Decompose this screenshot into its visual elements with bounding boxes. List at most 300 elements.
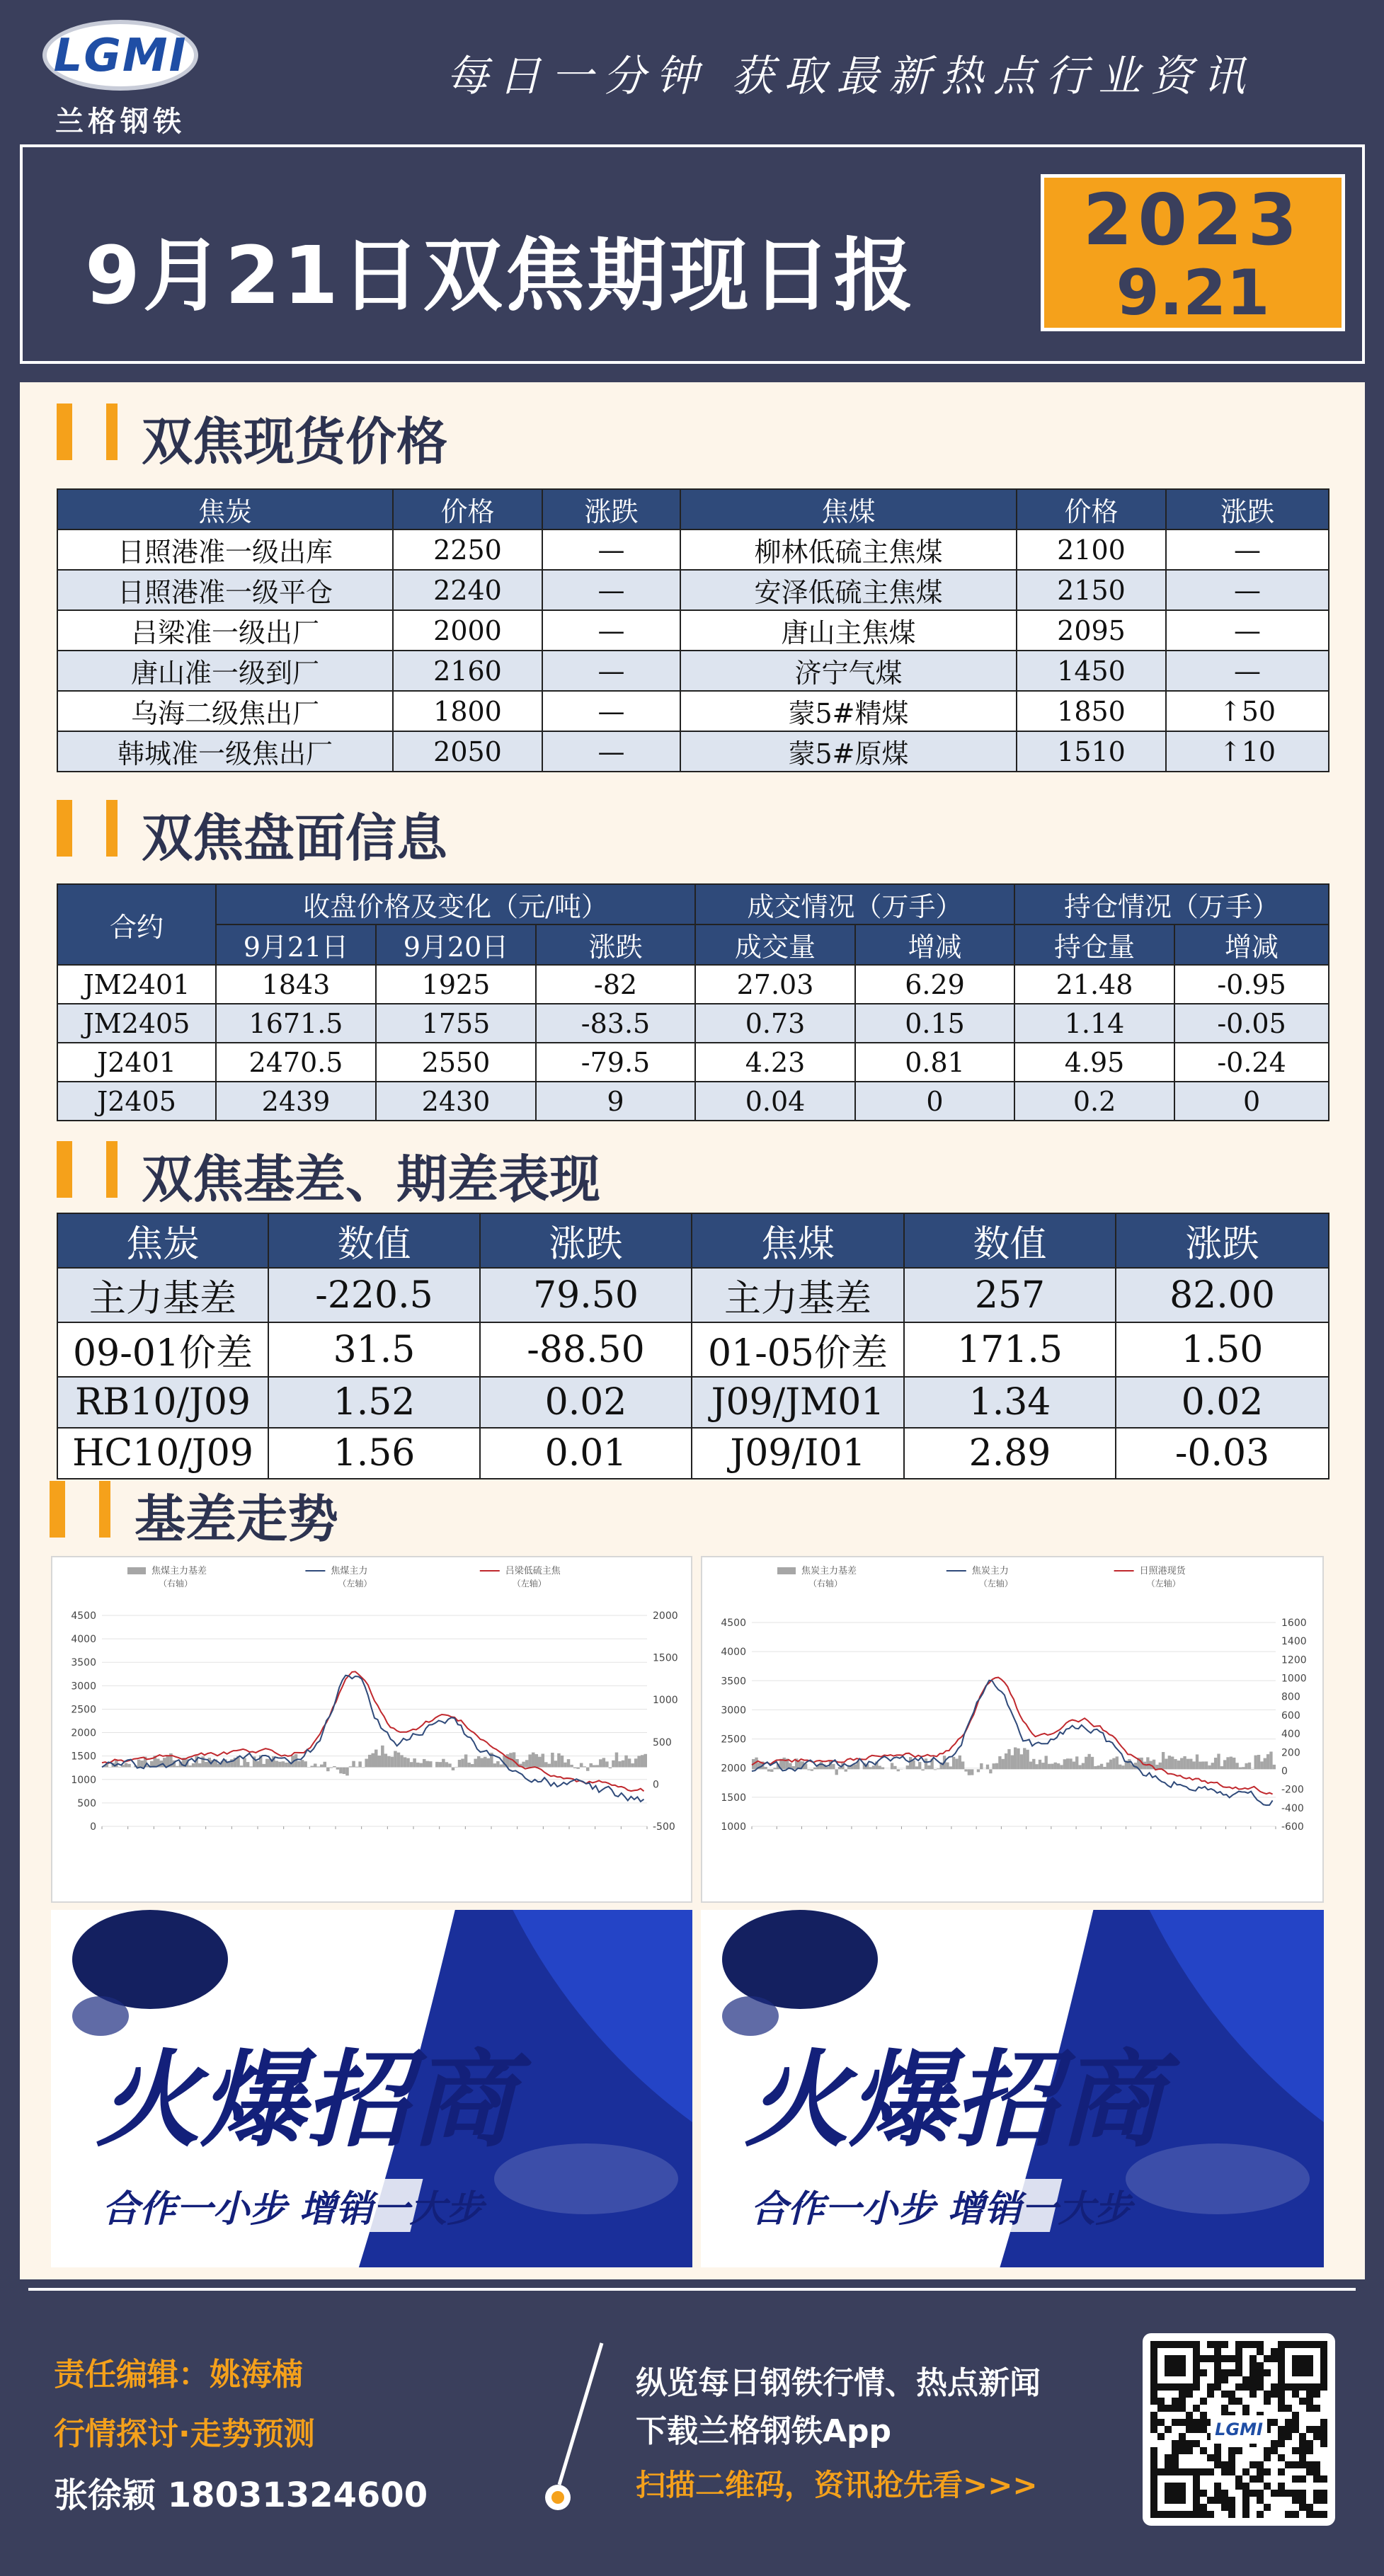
basis-bar [1066, 1758, 1069, 1769]
basis-bar [542, 1753, 545, 1767]
basis-bar [971, 1769, 973, 1775]
right-tick-label: 2000 [653, 1610, 678, 1622]
basis-bar [641, 1755, 644, 1767]
basis-bar [487, 1758, 491, 1768]
basis-bar [813, 1768, 816, 1770]
table-cell: RB10/J09 [57, 1377, 268, 1428]
basis-bar [596, 1765, 600, 1767]
promo-line-3: 扫描二维码，资讯抢先看>>> [636, 2468, 1038, 2502]
basis-bar [1162, 1752, 1165, 1769]
table-cell: — [542, 731, 680, 772]
basis-bar [406, 1758, 410, 1768]
basis-bar [343, 1768, 346, 1774]
table-cell: J09/JM01 [692, 1377, 904, 1428]
basis-bar [567, 1759, 571, 1767]
table-cell: 2240 [393, 570, 542, 610]
basis-bar [384, 1753, 388, 1767]
basis-bar [458, 1760, 462, 1768]
basis-bar [624, 1756, 628, 1768]
basis-bar [1217, 1753, 1220, 1769]
ad-streak [494, 2143, 678, 2214]
basis-bar [644, 1754, 647, 1768]
table-cell: -0.05 [1174, 1004, 1329, 1043]
basis-bar [371, 1753, 374, 1768]
right-tick-label: -200 [1281, 1784, 1304, 1796]
section-title-basis-trend: 基差走势 [135, 1489, 339, 1549]
basis-bar [628, 1758, 631, 1767]
left-tick-label: 4500 [721, 1618, 746, 1629]
table-cell: 2095 [1017, 610, 1166, 651]
basis-bar [1183, 1756, 1186, 1769]
basis-bar [320, 1765, 324, 1768]
basis-bar [413, 1758, 416, 1767]
basis-bar [419, 1763, 423, 1768]
basis-bar [127, 1764, 131, 1768]
basis-bar [368, 1755, 372, 1768]
basis-bar [480, 1758, 484, 1768]
table-cell: 0.73 [695, 1004, 855, 1043]
promo-line-1: 纵览每日钢铁行情、热点新闻 [636, 2365, 1041, 2401]
basis-bar [275, 1761, 279, 1767]
table-cell: 27.03 [695, 965, 855, 1004]
basis-bar [893, 1766, 896, 1770]
column-header: 价格 [1017, 489, 1166, 529]
table-row [57, 529, 1329, 570]
basis-bar [378, 1756, 382, 1768]
table-cell: 2470.5 [216, 1043, 376, 1082]
legend-label: 焦炭主力基差 [801, 1566, 857, 1576]
basis-bar [1014, 1747, 1017, 1769]
right-tick-label: -600 [1281, 1821, 1304, 1833]
section-marker [106, 1141, 118, 1198]
basis-bar [564, 1763, 567, 1768]
basis-bar [1085, 1757, 1087, 1770]
basis-bar [891, 1763, 893, 1769]
basis-bar [1211, 1763, 1214, 1769]
basis-bar [1266, 1754, 1269, 1769]
right-tick-label: 1000 [1281, 1673, 1307, 1685]
ad-headline: 火爆招商 [744, 2039, 1164, 2161]
table-cell: — [1166, 570, 1329, 610]
basis-bar [137, 1760, 141, 1768]
basis-bar [989, 1769, 992, 1773]
basis-bar [946, 1763, 949, 1770]
table-cell: — [542, 570, 680, 610]
basis-bar [493, 1763, 497, 1767]
basis-bar [538, 1757, 542, 1768]
basis-bar [1189, 1759, 1192, 1770]
basis-bar [387, 1756, 391, 1768]
basis-bar [1029, 1762, 1032, 1770]
right-tick-label: 600 [1281, 1710, 1300, 1722]
table-cell: — [1166, 610, 1329, 651]
table-cell: 蒙5#精煤 [680, 691, 1017, 731]
basis-bar [1248, 1763, 1251, 1770]
table-cell: 2050 [393, 731, 542, 772]
basis-bar [1100, 1764, 1103, 1770]
basis-bar [637, 1756, 641, 1767]
futures-price-line [102, 1676, 644, 1802]
logo-cn-text: 兰格钢铁 [55, 105, 185, 138]
table-cell: J2405 [57, 1082, 216, 1121]
basis-bar [952, 1757, 955, 1769]
basis-bar [1230, 1757, 1233, 1770]
section-marker [57, 800, 72, 857]
basis-bar [589, 1763, 593, 1768]
table-row [57, 1322, 1329, 1377]
basis-bar [198, 1763, 202, 1768]
table-cell: 0.02 [480, 1377, 692, 1428]
basis-bar [1269, 1751, 1272, 1769]
table-cell: 09-01价差 [57, 1322, 268, 1377]
table-cell: 2430 [376, 1082, 536, 1121]
table-cell: 吕梁准一级出厂 [57, 610, 393, 651]
basis-bar [1121, 1765, 1124, 1769]
table-cell: 主力基差 [692, 1268, 904, 1322]
table-cell: 2.89 [904, 1428, 1116, 1479]
basis-bar [580, 1763, 583, 1768]
basis-bar [525, 1760, 529, 1767]
chart2-svg [702, 1557, 1322, 1901]
section-marker [106, 800, 118, 857]
table-cell: 1671.5 [216, 1004, 376, 1043]
ad-headline: 火爆招商 [96, 2039, 515, 2161]
basis-bar [278, 1762, 282, 1768]
right-tick-label: 0 [653, 1779, 659, 1791]
table-row [57, 691, 1329, 731]
basis-bar [1063, 1759, 1066, 1769]
basis-bar [1023, 1748, 1026, 1769]
column-header: 涨跌 [542, 489, 680, 529]
left-tick-label: 2500 [71, 1704, 96, 1716]
right-tick-label: -500 [653, 1821, 675, 1833]
left-tick-label: 2000 [721, 1763, 746, 1775]
basis-bar [474, 1759, 477, 1768]
basis-bar [461, 1758, 464, 1767]
table-cell: 济宁气煤 [680, 651, 1017, 691]
table-cell: 1510 [1017, 731, 1166, 772]
basis-bar [599, 1759, 602, 1767]
column-header: 涨跌 [480, 1213, 692, 1268]
column-subheader: 9月20日 [376, 925, 536, 965]
date-year: 2023 [1082, 178, 1303, 261]
table-cell: JM2401 [57, 965, 216, 1004]
left-tick-label: 0 [90, 1821, 96, 1833]
table-cell: 2160 [393, 651, 542, 691]
basis-bar [246, 1762, 250, 1767]
basis-bar [602, 1758, 606, 1767]
table-row [57, 1377, 1329, 1428]
qr-logo-text: LGMI [1215, 2420, 1263, 2439]
basis-bar [1060, 1765, 1063, 1769]
table-row [57, 731, 1329, 772]
basis-bar [1192, 1761, 1195, 1769]
column-subheader: 成交量 [695, 925, 855, 965]
table-cell: 1450 [1017, 651, 1166, 691]
basis-bar [995, 1763, 998, 1770]
basis-bar [634, 1758, 638, 1767]
right-tick-label: 1000 [653, 1695, 678, 1707]
basis-bar [1233, 1758, 1235, 1769]
table-row [57, 1082, 1329, 1121]
ad-ink-splash [72, 1996, 129, 2036]
basis-bar [576, 1768, 580, 1769]
basis-bar [477, 1756, 481, 1768]
lgmi-logo [35, 16, 212, 138]
basis-bar [391, 1757, 394, 1768]
table-cell: 1.34 [904, 1377, 1116, 1428]
basis-bar [339, 1768, 343, 1774]
basis-bar [1196, 1754, 1199, 1769]
basis-bar [435, 1762, 439, 1768]
column-header: 焦煤 [680, 489, 1017, 529]
legend-axis-note: （右轴） [808, 1579, 843, 1588]
table-cell: 0 [1174, 1082, 1329, 1121]
basis-bar [333, 1766, 336, 1768]
basis-bar [404, 1757, 407, 1767]
basis-bar [528, 1754, 532, 1767]
table-cell: 79.50 [480, 1268, 692, 1322]
left-tick-label: 3000 [721, 1705, 746, 1717]
table-cell: 0.81 [855, 1043, 1014, 1082]
logo-text: LGMI [53, 30, 188, 82]
basis-bar [416, 1763, 420, 1768]
spot-price-line [752, 1678, 1273, 1794]
table-cell: 2000 [393, 610, 542, 651]
basis-bar [316, 1766, 320, 1767]
table-cell: 0 [855, 1082, 1014, 1121]
column-header: 焦炭 [57, 489, 393, 529]
table-row [57, 1268, 1329, 1322]
basis-bar [872, 1765, 875, 1769]
table-cell: ↑50 [1166, 691, 1329, 731]
basis-bar [878, 1765, 881, 1769]
basis-bar [381, 1746, 384, 1768]
basis-bar [1208, 1765, 1211, 1770]
basis-bar [192, 1763, 195, 1768]
section-marker [57, 1141, 72, 1198]
basis-bar [1245, 1763, 1247, 1770]
right-tick-label: -400 [1281, 1802, 1304, 1814]
table-cell: 1.50 [1116, 1322, 1329, 1377]
legend-swatch [777, 1567, 796, 1574]
basis-bar [1226, 1757, 1229, 1769]
table-cell: ↑10 [1166, 731, 1329, 772]
basis-bar [1005, 1753, 1007, 1769]
table-cell: -0.24 [1174, 1043, 1329, 1082]
right-tick-label: 200 [1281, 1747, 1300, 1759]
spot-price-line [102, 1671, 644, 1791]
basis-bar [1041, 1763, 1044, 1769]
basis-bar [934, 1769, 937, 1770]
chart1-svg [52, 1557, 691, 1901]
basis-bar [612, 1761, 615, 1768]
basis-bar [400, 1755, 404, 1767]
ad-banner-right[interactable] [701, 1910, 1324, 2267]
section-marker [50, 1481, 65, 1538]
basis-bar [881, 1767, 884, 1769]
table-cell: — [1166, 651, 1329, 691]
table-cell: — [542, 610, 680, 651]
basis-bar [968, 1769, 971, 1775]
table-cell: 6.29 [855, 965, 1014, 1004]
basis-bar [256, 1761, 259, 1768]
basis-bar [773, 1768, 776, 1769]
contact-text: 张徐颖 18031324600 [54, 2475, 428, 2515]
section-title-futures-info: 双焦盘面信息 [142, 808, 448, 868]
column-header: 涨跌 [1166, 489, 1329, 529]
basis-bar [998, 1756, 1001, 1769]
col-volume: 成交情况（万手） [695, 884, 1014, 925]
basis-bar [586, 1768, 590, 1771]
legend-label: 焦煤主力基差 [151, 1566, 207, 1576]
basis-bar [442, 1759, 445, 1768]
table-cell: — [542, 651, 680, 691]
basis-bar [500, 1765, 503, 1768]
table-cell: HC10/J09 [57, 1428, 268, 1479]
basis-bar [986, 1765, 989, 1770]
basis-bar [1239, 1768, 1242, 1770]
legend-label: 焦炭主力 [971, 1566, 1009, 1576]
basis-bar [262, 1764, 265, 1768]
coking-coal-basis-chart [51, 1556, 692, 1903]
table-cell: 1800 [393, 691, 542, 731]
table-cell: 0.04 [695, 1082, 855, 1121]
basis-bar [1205, 1761, 1208, 1769]
basis-bar [310, 1766, 314, 1768]
basis-bar [845, 1769, 847, 1771]
left-tick-label: 500 [77, 1797, 96, 1809]
section-title-spot-prices: 双焦现货价格 [142, 412, 448, 471]
basis-bar [454, 1767, 458, 1768]
coke-basis-chart [701, 1556, 1324, 1903]
ad-ink-splash [72, 1910, 228, 2009]
basis-bar [397, 1753, 401, 1768]
basis-bar [961, 1761, 964, 1769]
date-day: 9.21 [1116, 256, 1270, 329]
right-tick-label: 1500 [653, 1652, 678, 1664]
table-cell: 4.23 [695, 1043, 855, 1082]
basis-bar [1119, 1765, 1121, 1770]
column-header: 数值 [904, 1213, 1116, 1268]
basis-bar [297, 1761, 301, 1768]
table-cell: -83.5 [536, 1004, 695, 1043]
legend-axis-note: （左轴） [338, 1579, 372, 1588]
basis-bar [1051, 1764, 1053, 1770]
basis-bar [336, 1768, 340, 1770]
table-cell: 1843 [216, 965, 376, 1004]
legend-axis-note: （左轴） [512, 1579, 547, 1588]
basis-bar [557, 1753, 561, 1768]
table-cell: 1.52 [268, 1377, 480, 1428]
qr-code[interactable] [1143, 2333, 1335, 2526]
column-header: 数值 [268, 1213, 480, 1268]
table-cell: 韩城准一级焦出厂 [57, 731, 393, 772]
left-tick-label: 4000 [721, 1647, 746, 1659]
legend-axis-note: （右轴） [159, 1579, 193, 1588]
promo-line-2: 下载兰格钢铁App [636, 2413, 892, 2449]
basis-bar [1075, 1756, 1078, 1769]
basis-bar [1097, 1765, 1100, 1769]
table-cell: 乌海二级焦出厂 [57, 691, 393, 731]
basis-bar [448, 1763, 452, 1767]
right-tick-label: 1200 [1281, 1654, 1307, 1666]
basis-bar [1177, 1761, 1180, 1769]
table-row [57, 1428, 1329, 1479]
basis-bar [324, 1762, 327, 1768]
table-cell: 2439 [216, 1082, 376, 1121]
basis-bar [1035, 1764, 1038, 1769]
col-contract: 合约 [57, 884, 216, 965]
futures-table [57, 883, 1329, 1121]
basis-bar [1264, 1758, 1266, 1770]
left-tick-label: 3500 [71, 1657, 96, 1669]
basis-bar [1128, 1759, 1131, 1769]
left-tick-label: 3000 [71, 1681, 96, 1693]
column-header: 涨跌 [1116, 1213, 1329, 1268]
basis-bar [467, 1763, 471, 1768]
table-row [57, 651, 1329, 691]
table-cell: 9 [536, 1082, 695, 1121]
basis-bar [548, 1764, 551, 1768]
basis-bar [326, 1768, 330, 1772]
basis-bar [532, 1753, 535, 1768]
left-tick-label: 4500 [71, 1610, 96, 1622]
table-cell: 1755 [376, 1004, 536, 1043]
basis-bar [869, 1767, 871, 1769]
footer-pen-divider [531, 2336, 609, 2520]
basis-bar [1091, 1757, 1094, 1770]
ad-banner-left[interactable] [51, 1910, 692, 2267]
table-cell: 4.95 [1014, 1043, 1174, 1082]
basis-bar [897, 1769, 900, 1771]
basis-bar [921, 1769, 924, 1770]
basis-bar [464, 1754, 468, 1767]
basis-bar [1202, 1761, 1205, 1769]
basis-bar [1199, 1762, 1201, 1770]
table-cell: 柳林低硫主焦煤 [680, 529, 1017, 570]
basis-bar [854, 1764, 857, 1769]
basis-bar [767, 1769, 770, 1771]
basis-bar [949, 1766, 952, 1769]
table-cell: 日照港准一级出库 [57, 529, 393, 570]
basis-bar [1159, 1763, 1162, 1770]
ad-graphic [51, 1910, 692, 2267]
left-tick-label: 1500 [721, 1792, 746, 1804]
table-cell: 安泽低硫主焦煤 [680, 570, 1017, 610]
editor-text: 责任编辑：姚海楠 [54, 2357, 303, 2393]
ad-subline: 合作一小步 增销一大步 [750, 2188, 1132, 2231]
basis-bar [1007, 1749, 1010, 1769]
table-cell: -88.50 [480, 1322, 692, 1377]
basis-bar [544, 1762, 548, 1767]
spot-price-table [57, 488, 1329, 772]
basis-bar [605, 1761, 609, 1767]
ad-graphic [701, 1910, 1324, 2267]
basis-bar [1112, 1758, 1115, 1770]
right-tick-label: 400 [1281, 1729, 1300, 1741]
basis-bar [1020, 1754, 1023, 1769]
basis-bar [1048, 1764, 1051, 1770]
table-cell: 0.02 [1116, 1377, 1329, 1428]
table-cell: 唐山主焦煤 [680, 610, 1017, 651]
table-cell: 31.5 [268, 1322, 480, 1377]
table-cell: 唐山准一级到厂 [57, 651, 393, 691]
basis-bar [825, 1767, 828, 1770]
basis-bar [1242, 1767, 1245, 1769]
basis-bar [534, 1754, 538, 1767]
basis-bar [374, 1750, 378, 1768]
